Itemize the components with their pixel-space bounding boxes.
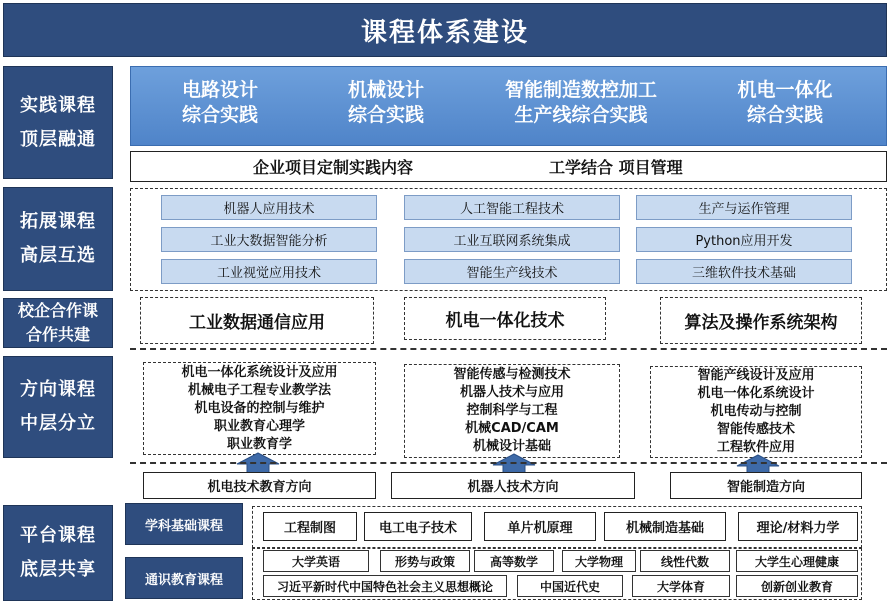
- direction-name: 智能制造方向: [670, 472, 862, 499]
- practice-item-mechanical: [306, 78, 466, 128]
- extend-item: 生产与运作管理: [636, 195, 852, 220]
- enterprise-bar-right: 工学结合 项目管理: [549, 158, 683, 177]
- course-item: 机械CAD/CAM: [465, 421, 559, 436]
- coop-item-algorithm-os: 算法及操作系统架构: [660, 297, 862, 344]
- page-title: 课程体系建设: [3, 3, 887, 57]
- direction-name: 机电技术教育方向: [143, 472, 376, 499]
- extend-item: 人工智能工程技术: [404, 195, 620, 220]
- course-item: 智能传感技术: [716, 422, 795, 437]
- direction-column-3: [650, 366, 862, 458]
- row-label-line2: 顶层融通: [20, 128, 96, 150]
- direction-column-2: [404, 364, 620, 458]
- general-item: 习近平新时代中国特色社会主义思想概论: [263, 575, 507, 597]
- course-item: 机电传动与控制: [710, 404, 802, 419]
- extend-item: 机器人应用技术: [161, 195, 377, 220]
- row-label-direction: [3, 356, 113, 458]
- course-item: 控制科学与工程: [466, 403, 558, 418]
- general-item: 线性代数: [640, 550, 730, 572]
- course-item: 机电一体化系统设计: [697, 386, 815, 401]
- row-label-line1: 实践课程: [20, 94, 96, 116]
- general-item: 形势与政策: [380, 550, 470, 572]
- course-item: 机械设计基础: [472, 439, 551, 454]
- general-item: 大学生心理健康: [736, 550, 858, 572]
- course-item: 智能产线设计及应用: [697, 368, 815, 383]
- row-label-line1: 校企合作课: [17, 301, 98, 320]
- enterprise-bar: [130, 151, 887, 182]
- subject-basic-label: 学科基础课程: [125, 503, 243, 545]
- subject-item: 工程制图: [263, 512, 357, 541]
- coop-item-mechatronics: 机电一体化技术: [404, 297, 606, 340]
- row-label-line1: 方向课程: [20, 379, 96, 400]
- practice-item-line2: 生产线综合实践: [514, 104, 648, 126]
- row-label-line2: 合作共建: [25, 325, 90, 344]
- practice-item-line2: 综合实践: [347, 104, 424, 126]
- row-label-line2: 中层分立: [20, 413, 96, 434]
- divider-line: [130, 348, 887, 350]
- row-label-extend: [3, 187, 113, 291]
- subject-item: 机械制造基础: [604, 512, 726, 541]
- extend-item: Python应用开发: [636, 227, 852, 252]
- course-item: 智能传感与检测技术: [453, 367, 571, 382]
- row-label-line2: 高层互选: [20, 245, 96, 266]
- row-label-coop: [3, 298, 113, 348]
- row-label-line1: 平台课程: [20, 525, 96, 546]
- row-label-platform: [3, 505, 113, 601]
- direction-column-1: [143, 362, 376, 455]
- practice-item-line1: 机电一体化: [737, 79, 833, 101]
- row-label-line1: 拓展课程: [20, 211, 96, 232]
- course-item: 工程软件应用: [716, 440, 795, 455]
- general-item: 中国近代史: [517, 575, 623, 597]
- practice-item-smart-manufacturing: [470, 78, 692, 128]
- row-label-practice: [3, 66, 113, 179]
- practice-item-line2: 综合实践: [746, 104, 823, 126]
- extend-item: 工业大数据智能分析: [161, 227, 377, 252]
- row-label-line2: 底层共享: [20, 559, 96, 580]
- general-item: 创新创业教育: [736, 575, 858, 597]
- extend-item: 工业互联网系统集成: [404, 227, 620, 252]
- enterprise-bar-left: 企业项目定制实践内容: [253, 158, 414, 177]
- practice-item-mechatronics: [700, 78, 870, 128]
- subject-item: 理论/材料力学: [738, 512, 858, 541]
- course-item: 机械电子工程专业教学法: [187, 382, 331, 398]
- coop-item-data-communication: 工业数据通信应用: [140, 297, 374, 344]
- extend-item: 智能生产线技术: [404, 259, 620, 284]
- course-item: 职业教育学: [226, 436, 292, 452]
- divider-line: [130, 462, 887, 464]
- general-item: 大学物理: [562, 550, 636, 572]
- practice-item-line2: 综合实践: [181, 104, 258, 126]
- course-item: 机器人技术与应用: [459, 385, 564, 400]
- subject-item: 电工电子技术: [364, 512, 472, 541]
- subject-item: 单片机原理: [484, 512, 596, 541]
- general-education-label: 通识教育课程: [125, 557, 243, 599]
- extend-item: 工业视觉应用技术: [161, 259, 377, 284]
- practice-item-line1: 智能制造数控加工: [504, 79, 657, 101]
- general-item: 大学体育: [632, 575, 730, 597]
- general-item: 高等数学: [474, 550, 554, 572]
- general-item: 大学英语: [263, 550, 369, 572]
- extend-item: 三维软件技术基础: [636, 259, 852, 284]
- practice-item-circuit: [140, 78, 300, 128]
- course-item: 职业教育心理学: [213, 418, 305, 434]
- practice-item-line1: 机械设计: [347, 79, 424, 101]
- practice-item-line1: 电路设计: [181, 79, 258, 101]
- course-item: 机电一体化系统设计及应用: [181, 364, 338, 380]
- course-item: 机电设备的控制与维护: [194, 400, 325, 416]
- direction-name: 机器人技术方向: [391, 472, 635, 499]
